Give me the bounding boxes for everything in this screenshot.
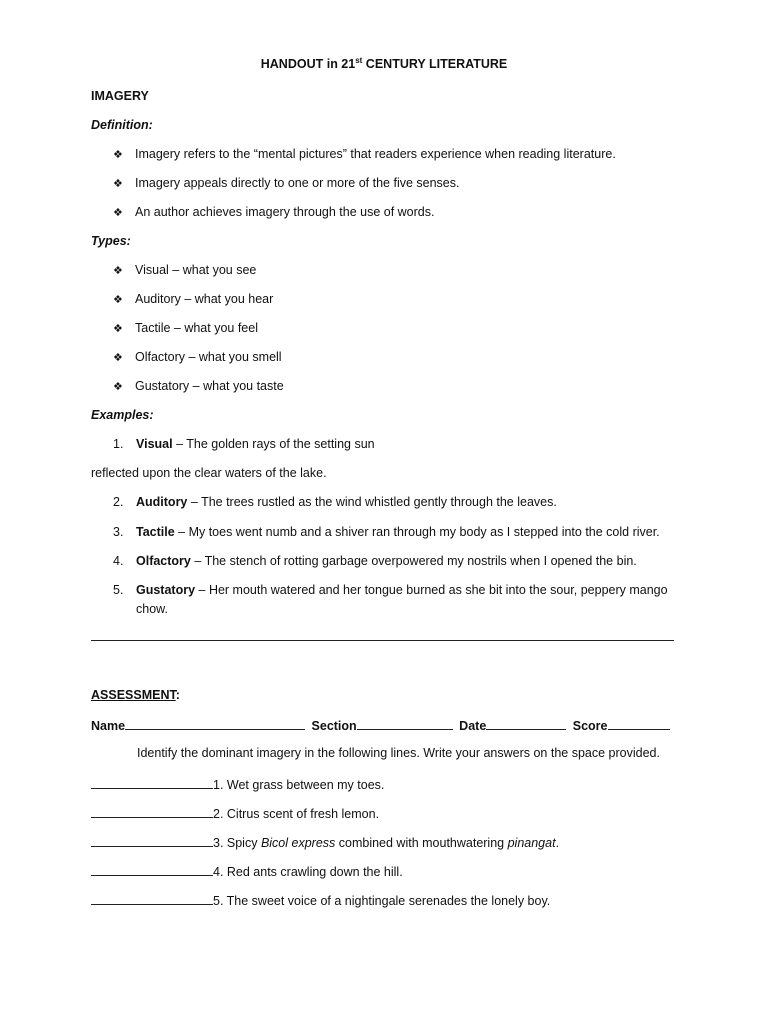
example-text: – The stench of rotting garbage overpowered my nostrils when I opened the bin. — [190, 554, 637, 568]
example-continuation: reflected upon the clear waters of the lake. — [91, 466, 327, 480]
example-item — [113, 554, 637, 568]
score-label: Score — [572, 719, 608, 733]
diamond-bullet-icon: ❖ — [113, 149, 123, 161]
definition-item — [113, 176, 459, 190]
example-item — [113, 525, 660, 539]
example-number: 5. — [113, 583, 124, 597]
type-item-text: Gustatory – what you taste — [135, 379, 284, 393]
assessment-item-text: 1. Wet grass between my toes. — [213, 778, 385, 792]
diamond-bullet-icon: ❖ — [113, 381, 123, 393]
assessment-heading-text: ASSESSMENT — [91, 688, 176, 702]
diamond-bullet-icon: ❖ — [113, 323, 123, 335]
assessment-item-text: 5. The sweet voice of a nightingale serenades the lonely boy. — [213, 894, 551, 908]
types-heading: Types: — [91, 234, 131, 248]
title-suffix: CENTURY LITERATURE — [362, 57, 508, 71]
definition-item-text: Imagery refers to the “mental pictures” that readers experience when reading literature. — [135, 147, 616, 161]
example-text: – The golden rays of the setting sun — [172, 437, 375, 451]
example-item — [113, 495, 557, 509]
definition-heading: Definition: — [91, 118, 153, 132]
example-term: Visual — [136, 437, 173, 451]
assessment-item — [91, 834, 559, 850]
example-term: Gustatory — [136, 583, 196, 597]
diamond-bullet-icon: ❖ — [113, 207, 123, 219]
example-number: 4. — [113, 554, 124, 568]
date-label: Date — [459, 719, 487, 733]
name-field[interactable] — [125, 717, 305, 730]
answer-blank[interactable] — [91, 805, 213, 818]
assessment-item — [91, 776, 384, 792]
answer-blank[interactable] — [91, 834, 213, 847]
student-info-fields — [91, 717, 670, 733]
assessment-item-text: 3. Spicy — [213, 836, 261, 850]
diamond-bullet-icon: ❖ — [113, 352, 123, 364]
definition-item-text: An author achieves imagery through the use of words. — [135, 205, 435, 219]
answer-blank[interactable] — [91, 863, 213, 876]
example-number: 1. — [113, 437, 124, 451]
assessment-item-text: combined with mouthwatering — [335, 836, 508, 850]
assessment-item-text: . — [555, 836, 560, 850]
title-superscript: st — [355, 55, 363, 65]
assessment-item — [91, 805, 379, 821]
topic-heading: IMAGERY — [91, 89, 149, 103]
type-item — [113, 350, 282, 364]
assessment-item-text: 4. Red ants crawling down the hill. — [213, 865, 403, 879]
assessment-item-text: 2. Citrus scent of fresh lemon. — [213, 807, 380, 821]
definition-item-text: Imagery appeals directly to one or more of the five senses. — [135, 176, 460, 190]
assessment-item-emphasis: Bicol express — [260, 836, 336, 850]
example-item — [113, 583, 668, 597]
type-item-text: Auditory – what you hear — [135, 292, 274, 306]
section-divider — [91, 640, 674, 641]
assessment-item — [91, 863, 403, 879]
type-item — [113, 321, 258, 335]
diamond-bullet-icon: ❖ — [113, 265, 123, 277]
type-item — [113, 263, 256, 277]
assessment-heading — [91, 688, 180, 702]
example-term: Auditory — [136, 495, 188, 509]
definition-item — [113, 205, 434, 219]
score-field[interactable] — [608, 717, 670, 730]
example-number: 3. — [113, 525, 124, 539]
title-prefix: HANDOUT in 21 — [260, 57, 356, 71]
type-item-text: Olfactory – what you smell — [135, 350, 282, 364]
example-number: 2. — [113, 495, 124, 509]
name-label: Name — [91, 719, 126, 733]
example-continuation: chow. — [136, 602, 168, 616]
definition-item — [113, 147, 616, 161]
example-text: – Her mouth watered and her tongue burned as she bit into the sour, peppery mango — [195, 583, 668, 597]
example-text: – The trees rustled as the wind whistled gently through the leaves. — [187, 495, 557, 509]
page-title — [0, 57, 768, 71]
type-item-text: Visual – what you see — [135, 263, 257, 277]
assessment-item-emphasis: pinangat — [507, 836, 556, 850]
example-term: Tactile — [136, 525, 175, 539]
example-text: – My toes went numb and a shiver ran through my body as I stepped into the cold river. — [174, 525, 660, 539]
section-field[interactable] — [357, 717, 453, 730]
example-item — [113, 437, 375, 451]
example-term: Olfactory — [136, 554, 191, 568]
type-item — [113, 379, 284, 393]
diamond-bullet-icon: ❖ — [113, 294, 123, 306]
answer-blank[interactable] — [91, 892, 213, 905]
diamond-bullet-icon: ❖ — [113, 178, 123, 190]
assessment-heading-colon: : — [175, 688, 180, 702]
type-item-text: Tactile – what you feel — [135, 321, 258, 335]
assessment-item — [91, 892, 550, 908]
assessment-instruction: Identify the dominant imagery in the following lines. Write your answers on the space provided. — [137, 746, 660, 760]
type-item — [113, 292, 273, 306]
answer-blank[interactable] — [91, 776, 213, 789]
section-label: Section — [311, 719, 357, 733]
examples-heading: Examples: — [91, 408, 154, 422]
date-field[interactable] — [486, 717, 566, 730]
